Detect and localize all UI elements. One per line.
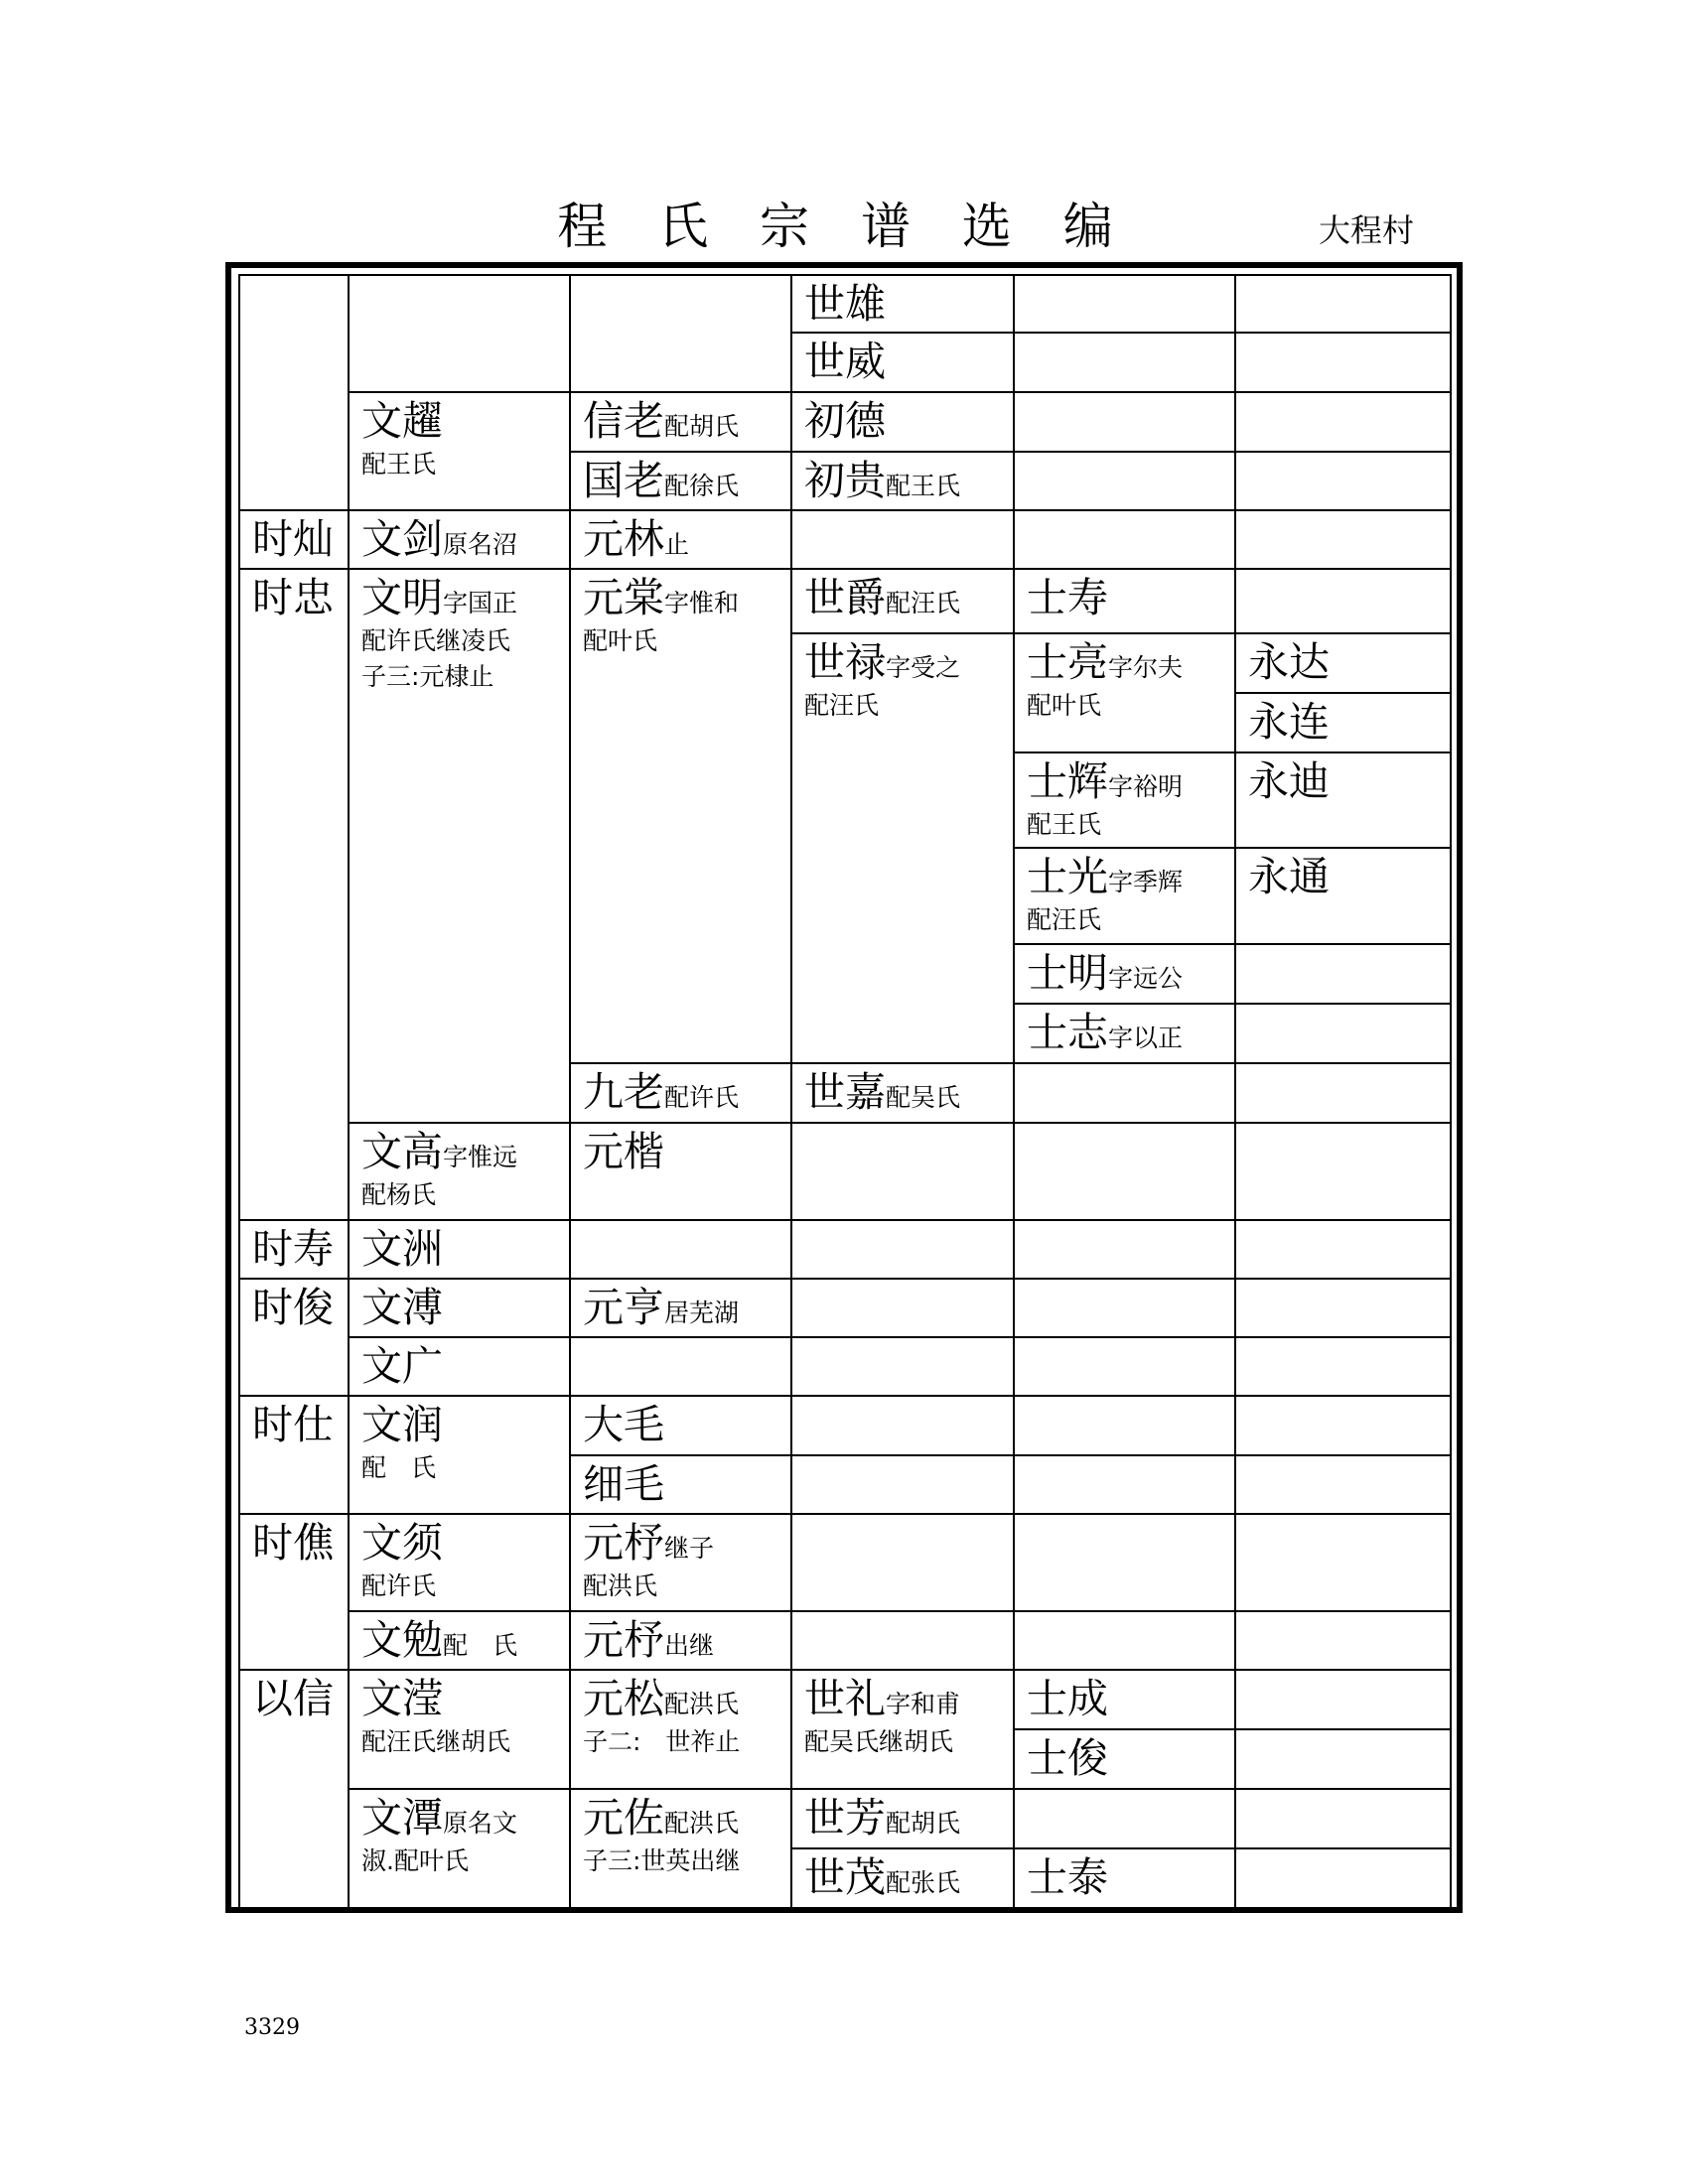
name-shijun-2: 士俊 [1027, 1734, 1108, 1782]
note-yuanshu-spouse: 配洪氏 [583, 1571, 658, 1600]
note-yuanshu-2: 出继 [664, 1631, 715, 1660]
cell-r10c5 [1235, 944, 1451, 1004]
village-name: 大程村 [1319, 211, 1415, 249]
name-yuanheng: 元亨 [583, 1284, 664, 1331]
name-ximao: 细毛 [583, 1460, 664, 1508]
cell-r14c5 [1235, 1220, 1451, 1279]
table-row [239, 1514, 1451, 1611]
name-shishou: 士寿 [1027, 574, 1108, 621]
name-shiming: 士明 [1027, 949, 1108, 997]
note-wenming: 字国正 [443, 589, 518, 617]
cell-r12c4 [1014, 1063, 1235, 1123]
cell-r24c4 [1014, 1848, 1235, 1908]
name-shishou-2: 时寿 [252, 1225, 334, 1273]
name-yongtong: 永通 [1248, 853, 1330, 900]
cell-r7c5 [1235, 693, 1451, 752]
note-shiliang-spouse: 配叶氏 [1027, 691, 1102, 720]
name-shishi: 时仕 [252, 1401, 334, 1448]
note-wenti: 配王氏 [361, 450, 437, 478]
name-wenying: 文滢 [361, 1675, 443, 1722]
cell-r20c2 [570, 1611, 791, 1670]
cell-r21c3 [791, 1670, 1014, 1789]
note-shihui: 字裕明 [1108, 772, 1184, 801]
cell-r14c4 [1014, 1220, 1235, 1279]
table-row [239, 1337, 1451, 1396]
cell-r18c2 [570, 1455, 791, 1514]
cell-r15c2 [570, 1279, 791, 1337]
name-shijia: 世嘉 [804, 1068, 886, 1116]
note-yuanlin: 止 [664, 530, 690, 559]
cell-r8c4 [1014, 752, 1235, 848]
name-wenpu: 文溥 [361, 1284, 443, 1331]
note-wentan-spouse: 淑.配叶氏 [361, 1846, 469, 1875]
cell-r14c3 [791, 1220, 1014, 1279]
note-jiulao: 配许氏 [664, 1083, 740, 1112]
name-yuanshu: 元杼 [583, 1519, 664, 1567]
note-shilu-spouse: 配汪氏 [804, 691, 880, 720]
name-wenjian: 文剑 [361, 515, 443, 563]
table-row [239, 1279, 1451, 1337]
cell-r3c2 [570, 452, 791, 510]
cell-r16c3 [791, 1337, 1014, 1396]
name-yongdi: 永迪 [1248, 757, 1330, 805]
cell-r17c5 [1235, 1396, 1451, 1455]
table-row [239, 569, 1451, 633]
note-guolao: 配徐氏 [664, 472, 740, 500]
cell-r1c4 [1014, 333, 1235, 392]
cell-r4c3 [791, 510, 1014, 569]
cell-r4c1 [349, 510, 570, 569]
cell-r22c4 [1014, 1729, 1235, 1789]
note-shihui-spouse: 配王氏 [1027, 810, 1102, 839]
cell-r21c4 [1014, 1670, 1235, 1729]
name-wenzhou: 文洲 [361, 1225, 443, 1273]
cell-r15c1 [349, 1279, 570, 1337]
name-yuansong: 元松 [583, 1675, 664, 1722]
note-shijia: 配吴氏 [886, 1083, 961, 1112]
note-yuantang-spouse: 配叶氏 [583, 626, 658, 655]
cell-r4c4 [1014, 510, 1235, 569]
table-row [239, 510, 1451, 569]
cell-r18c5 [1235, 1455, 1451, 1514]
note-shimao: 配张氏 [886, 1868, 961, 1897]
cell-r5c4 [1014, 569, 1235, 633]
cell-r5c5 [1235, 569, 1451, 633]
note-shiguang: 字季辉 [1108, 868, 1184, 896]
note-shili: 字和甫 [886, 1690, 961, 1718]
cell-r19c0 [239, 1514, 349, 1670]
cell-r4c2 [570, 510, 791, 569]
name-shijiao: 时僬 [252, 1519, 334, 1567]
name-chude: 初德 [804, 397, 886, 445]
cell-r14c0 [239, 1220, 349, 1279]
note-wenming-sons: 子三:元棣止 [361, 662, 494, 691]
cell-r23c5 [1235, 1789, 1451, 1848]
cell-r23c4 [1014, 1789, 1235, 1848]
cell-r11c5 [1235, 1004, 1451, 1063]
name-wenrun: 文润 [361, 1401, 443, 1448]
cell-r21c5 [1235, 1670, 1451, 1729]
cell-r21c2 [570, 1670, 791, 1789]
cell-r19c4 [1014, 1514, 1235, 1611]
name-yuanshu-2: 元杼 [583, 1616, 664, 1664]
note-wentan: 原名文 [443, 1809, 518, 1838]
note-chugui: 配王氏 [886, 472, 961, 500]
name-wenming: 文明 [361, 574, 443, 621]
cell-r3c4 [1014, 452, 1235, 510]
cell-r21c0 [239, 1670, 349, 1908]
note-wenmian: 配 氏 [443, 1631, 518, 1660]
name-yuantang: 元棠 [583, 574, 664, 621]
table-row [239, 392, 1451, 452]
name-guolao: 国老 [583, 457, 664, 504]
page-title: 程 氏 宗 谱 选 编 [557, 198, 1131, 255]
cell-r13c2 [570, 1123, 791, 1220]
cell-r18c4 [1014, 1455, 1235, 1514]
name-xinlao: 信老 [583, 397, 664, 445]
note-shijue: 配汪氏 [886, 589, 961, 617]
name-wenguang: 文广 [361, 1342, 443, 1390]
note-wenxu-spouse: 配许氏 [361, 1571, 437, 1600]
cell-r17c2 [570, 1396, 791, 1455]
name-shifang: 世芳 [804, 1794, 886, 1842]
cell-r11c4 [1014, 1004, 1235, 1063]
cell-r13c3 [791, 1123, 1014, 1220]
note-yuantang: 字惟和 [664, 589, 740, 617]
name-shizhong: 时忠 [252, 574, 334, 621]
name-shizhi: 士志 [1027, 1009, 1108, 1056]
cell-r15c0 [239, 1279, 349, 1396]
cell-r2c2 [570, 392, 791, 452]
note-wenming-spouse: 配许氏继凌氏 [361, 626, 511, 655]
note-shifang: 配胡氏 [886, 1809, 961, 1838]
table-row [239, 1611, 1451, 1670]
cell-r0c4 [1014, 275, 1235, 333]
note-yuanzuo: 配洪氏 [664, 1809, 740, 1838]
cell-r6c5 [1235, 633, 1451, 693]
note-yuanheng: 居芜湖 [664, 1298, 740, 1327]
table-row [239, 1396, 1451, 1455]
cell-r12c3 [791, 1063, 1014, 1123]
genealogy-table [238, 274, 1452, 1909]
note-shilu: 字受之 [886, 653, 961, 682]
cell-r17c1 [349, 1396, 570, 1514]
name-wengao: 文高 [361, 1128, 443, 1175]
cell-r20c3 [791, 1611, 1014, 1670]
name-yongda: 永达 [1248, 638, 1330, 686]
cell-r19c5 [1235, 1514, 1451, 1611]
cell-r5c3 [791, 569, 1014, 633]
note-wengao-spouse: 配杨氏 [361, 1180, 437, 1209]
cell-r5c2 [570, 569, 791, 1063]
name-shitai: 士泰 [1027, 1853, 1108, 1901]
name-shijue: 世爵 [804, 574, 886, 621]
name-wenmian: 文勉 [361, 1616, 443, 1664]
cell-r16c2 [570, 1337, 791, 1396]
cell-r5c1 [349, 569, 570, 1123]
cell-r20c4 [1014, 1611, 1235, 1670]
cell-r13c1 [349, 1123, 570, 1220]
cell-r10c4 [1014, 944, 1235, 1004]
cell-r12c2 [570, 1063, 791, 1123]
cell-r9c4 [1014, 848, 1235, 944]
note-yuanshu: 继子 [664, 1534, 715, 1563]
cell-r15c3 [791, 1279, 1014, 1337]
cell-r2c1 [349, 392, 570, 510]
cell-r9c5 [1235, 848, 1451, 944]
name-shilu: 世禄 [804, 638, 886, 686]
note-xinlao: 配胡氏 [664, 412, 740, 441]
cell-r17c3 [791, 1396, 1014, 1455]
table-row [239, 1670, 1451, 1729]
name-shimao: 世茂 [804, 1853, 886, 1901]
cell-r23c3 [791, 1789, 1014, 1848]
cell-r13c4 [1014, 1123, 1235, 1220]
cell-r5c0 [239, 569, 349, 1220]
cell-r0c3 [791, 275, 1014, 333]
cell-r20c5 [1235, 1611, 1451, 1670]
name-wenti: 文趯 [361, 397, 443, 445]
cell-r21c1 [349, 1670, 570, 1789]
name-wenxu: 文须 [361, 1519, 443, 1567]
cell-r2c5 [1235, 392, 1451, 452]
cell-r6c3 [791, 633, 1014, 1063]
name-shiliang: 士亮 [1027, 638, 1108, 686]
cell-r23c2 [570, 1789, 791, 1908]
name-jiulao: 九老 [583, 1068, 664, 1116]
cell-r17c4 [1014, 1396, 1235, 1455]
cell-r18c3 [791, 1455, 1014, 1514]
cell-r1c5 [1235, 333, 1451, 392]
name-shiwei: 世威 [804, 338, 886, 385]
note-yuansong: 配洪氏 [664, 1690, 740, 1718]
cell-r1c3 [791, 333, 1014, 392]
note-wenrun-spouse: 配 氏 [361, 1453, 437, 1482]
cell-r0c2 [570, 275, 791, 392]
cell-r0c1 [349, 275, 570, 392]
note-wenjian: 原名沼 [443, 530, 518, 559]
cell-r15c5 [1235, 1279, 1451, 1337]
cell-r16c1 [349, 1337, 570, 1396]
note-yuanzuo-sons: 子三:世英出继 [583, 1846, 741, 1875]
table-row [239, 275, 1451, 333]
name-yuanzuo: 元佐 [583, 1794, 664, 1842]
cell-r17c0 [239, 1396, 349, 1514]
cell-r13c5 [1235, 1123, 1451, 1220]
name-yuankai: 元楷 [583, 1128, 664, 1175]
note-shiguang-spouse: 配汪氏 [1027, 905, 1102, 934]
name-shijun: 时俊 [252, 1284, 334, 1331]
page-number: 3329 [244, 2015, 300, 2040]
cell-r8c5 [1235, 752, 1451, 848]
name-yixin: 以信 [252, 1675, 334, 1722]
cell-r23c1 [349, 1789, 570, 1908]
cell-r2c4 [1014, 392, 1235, 452]
note-wengao: 字惟远 [443, 1143, 518, 1171]
cell-r24c5 [1235, 1848, 1451, 1908]
cell-r14c2 [570, 1220, 791, 1279]
cell-r12c5 [1235, 1063, 1451, 1123]
name-damao: 大毛 [583, 1401, 664, 1448]
name-shixiong: 世雄 [804, 280, 886, 328]
note-shiming: 字远公 [1108, 964, 1184, 993]
name-yuanlin: 元林 [583, 515, 664, 563]
name-shiguang: 士光 [1027, 853, 1108, 900]
cell-r20c1 [349, 1611, 570, 1670]
name-shican: 时灿 [252, 515, 334, 563]
note-shizhi: 字以正 [1108, 1024, 1184, 1052]
name-yonglian: 永连 [1248, 698, 1330, 746]
name-shihui: 士辉 [1027, 757, 1108, 805]
cell-r3c3 [791, 452, 1014, 510]
cell-r0c5 [1235, 275, 1451, 333]
note-wenying-spouse: 配汪氏继胡氏 [361, 1727, 511, 1756]
cell-r24c3 [791, 1848, 1014, 1908]
note-yuansong-sons: 子二: 世祚止 [583, 1727, 741, 1756]
cell-r4c5 [1235, 510, 1451, 569]
name-wentan: 文潭 [361, 1794, 443, 1842]
cell-r3c5 [1235, 452, 1451, 510]
name-shili: 世礼 [804, 1675, 886, 1722]
table-row [239, 1789, 1451, 1848]
cell-r19c1 [349, 1514, 570, 1611]
note-shili-spouse: 配吴氏继胡氏 [804, 1727, 954, 1756]
cell-r15c4 [1014, 1279, 1235, 1337]
cell-r14c1 [349, 1220, 570, 1279]
cell-r16c4 [1014, 1337, 1235, 1396]
table-row [239, 1220, 1451, 1279]
cell-r16c5 [1235, 1337, 1451, 1396]
name-chugui: 初贵 [804, 457, 886, 504]
cell-r0c0 [239, 275, 349, 510]
name-shicheng: 士成 [1027, 1675, 1108, 1722]
cell-r19c2 [570, 1514, 791, 1611]
note-shiliang: 字尔夫 [1108, 653, 1184, 682]
cell-r6c4 [1014, 633, 1235, 752]
cell-r4c0 [239, 510, 349, 569]
cell-r22c5 [1235, 1729, 1451, 1789]
table-row [239, 1123, 1451, 1220]
cell-r19c3 [791, 1514, 1014, 1611]
cell-r2c3 [791, 392, 1014, 452]
